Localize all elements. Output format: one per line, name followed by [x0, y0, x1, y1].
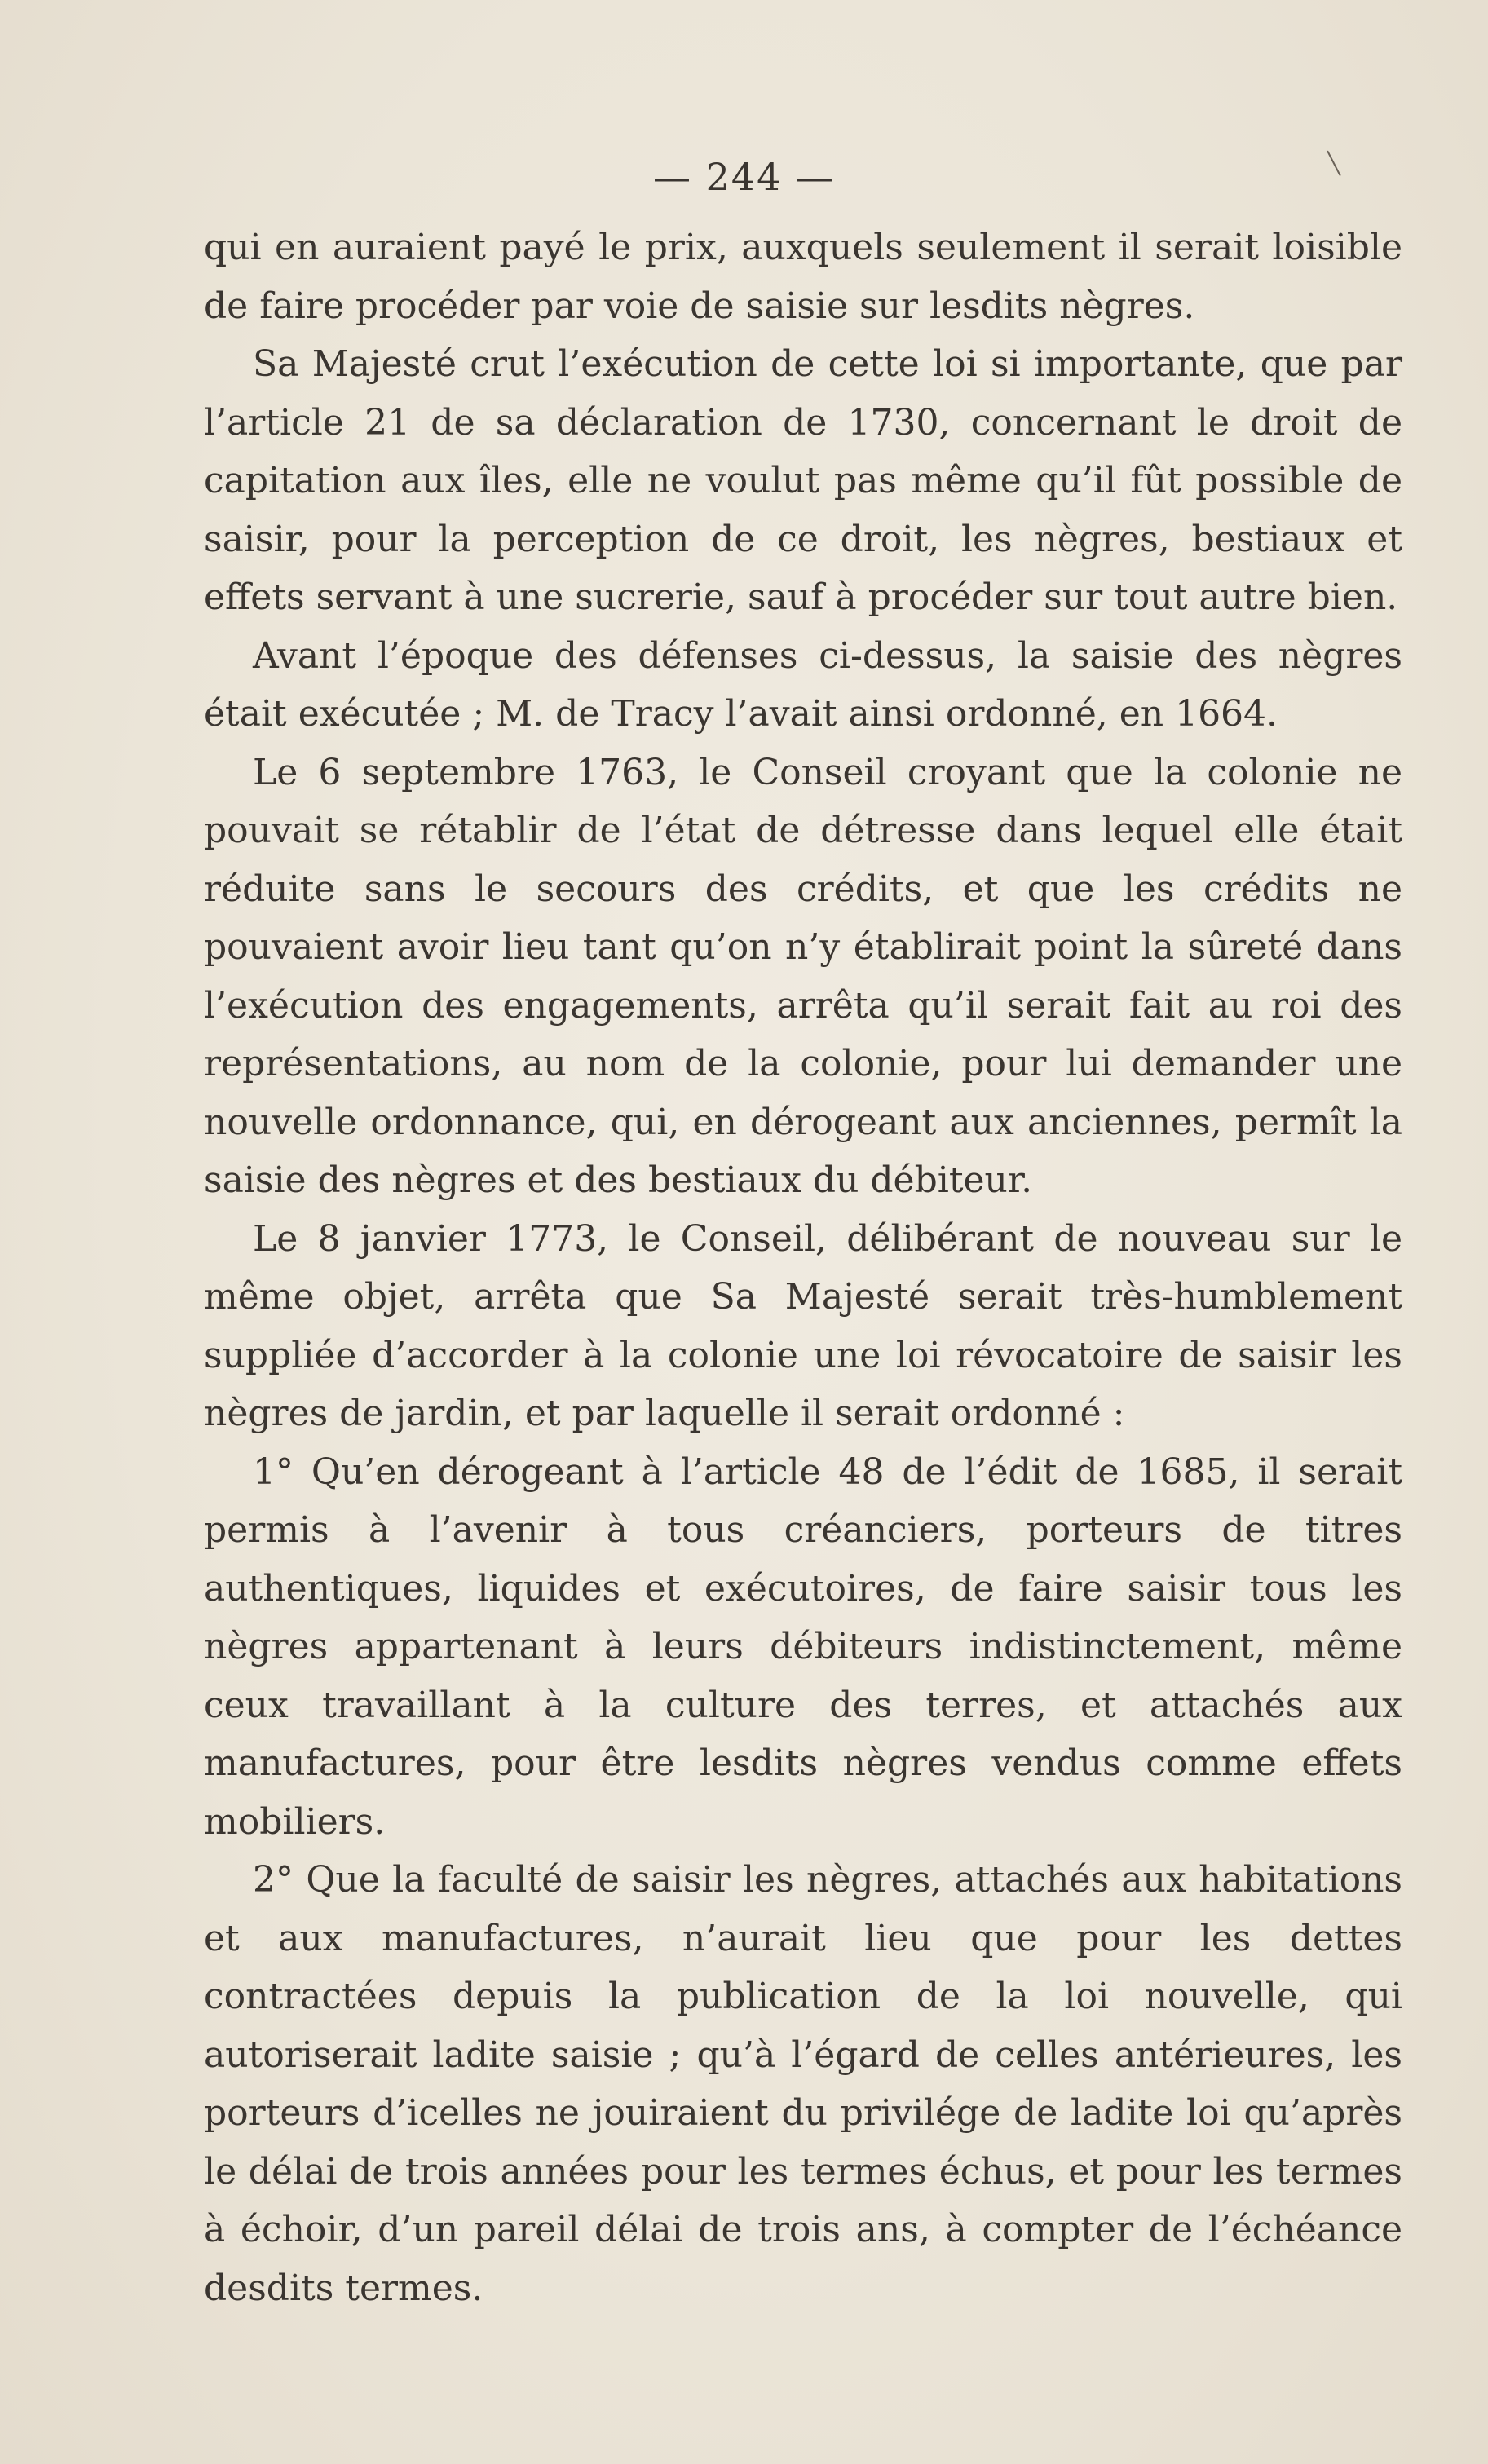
- paragraph: qui en auraient payé le prix, auxquels seulement il serait loisible de faire procéder par voie de saisie sur lesdits nègres.: [204, 227, 1402, 327]
- page-number: — 244 —: [652, 155, 836, 199]
- paragraph: Sa Majesté crut l’exécution de cette loi si importante, que par l’article 21 de sa déclaration de 1730, concernant le droit de capitation aux îles, elle ne voulut pas même qu’il fût possible de saisir, pour la perception de ce droit, les nègres, bestiaux et effets servant à une sucrerie, sauf à procéder sur tout autre bien.: [204, 343, 1402, 618]
- paragraph: 1° Qu’en dérogeant à l’article 48 de l’édit de 1685, il serait permis à l’avenir à tous créanciers, porteurs de titres authentiques, liquides et exécutoires, de faire saisir tous les nègres appartenant à leurs débiteurs indistinctement, même ceux travaillant à la culture des terres, et attachés aux manufactures, pour être lesdits nègres vendus comme effets mobiliers.: [204, 1451, 1402, 1843]
- paragraph: Avant l’époque des défenses ci-dessus, la saisie des nègres était exécutée ; M. de Tracy l’avait ainsi ordonné, en 1664.: [204, 634, 1402, 735]
- paragraph: Le 6 septembre 1763, le Conseil croyant que la colonie ne pouvait se rétablir de l’état de détresse dans lequel elle était réduite sans le secours des crédits, et que les crédits ne pouvaient avoir lieu tant qu’on n’y établirait point la sûreté dans l’exécution des engagements, arrêta qu’il serait fait au roi des représentations, au nom de la colonie, pour lui demander une nouvelle ordonnance, qui, en dérogeant aux anciennes, permît la saisie des nègres et des bestiaux du débiteur.: [204, 751, 1402, 1201]
- paragraph: 2° Que la faculté de saisir les nègres, attachés aux habitations et aux manufactures, n’aurait lieu que pour les dettes contractées depuis la publication de la loi nouvelle, qui autoriserait ladite saisie ; qu’à l’égard de celles antérieures, les porteurs d’icelles ne jouiraient du privilége de ladite loi qu’après le délai de trois années pour les termes échus, et pour les termes à échoir, d’un pareil délai de trois ans, à compter de l’échéance desdits termes.: [204, 1859, 1402, 2309]
- paragraph: Le 8 janvier 1773, le Conseil, délibérant de nouveau sur le même objet, arrêta que Sa Majesté serait très-humblement suppliée d’accorder à la colonie une loi révocatoire de saisir les nègres de jardin, et par laquelle il serait ordonné :: [204, 1217, 1402, 1434]
- ink-mark: ╲: [1327, 152, 1340, 176]
- body-text: [204, 219, 1402, 2317]
